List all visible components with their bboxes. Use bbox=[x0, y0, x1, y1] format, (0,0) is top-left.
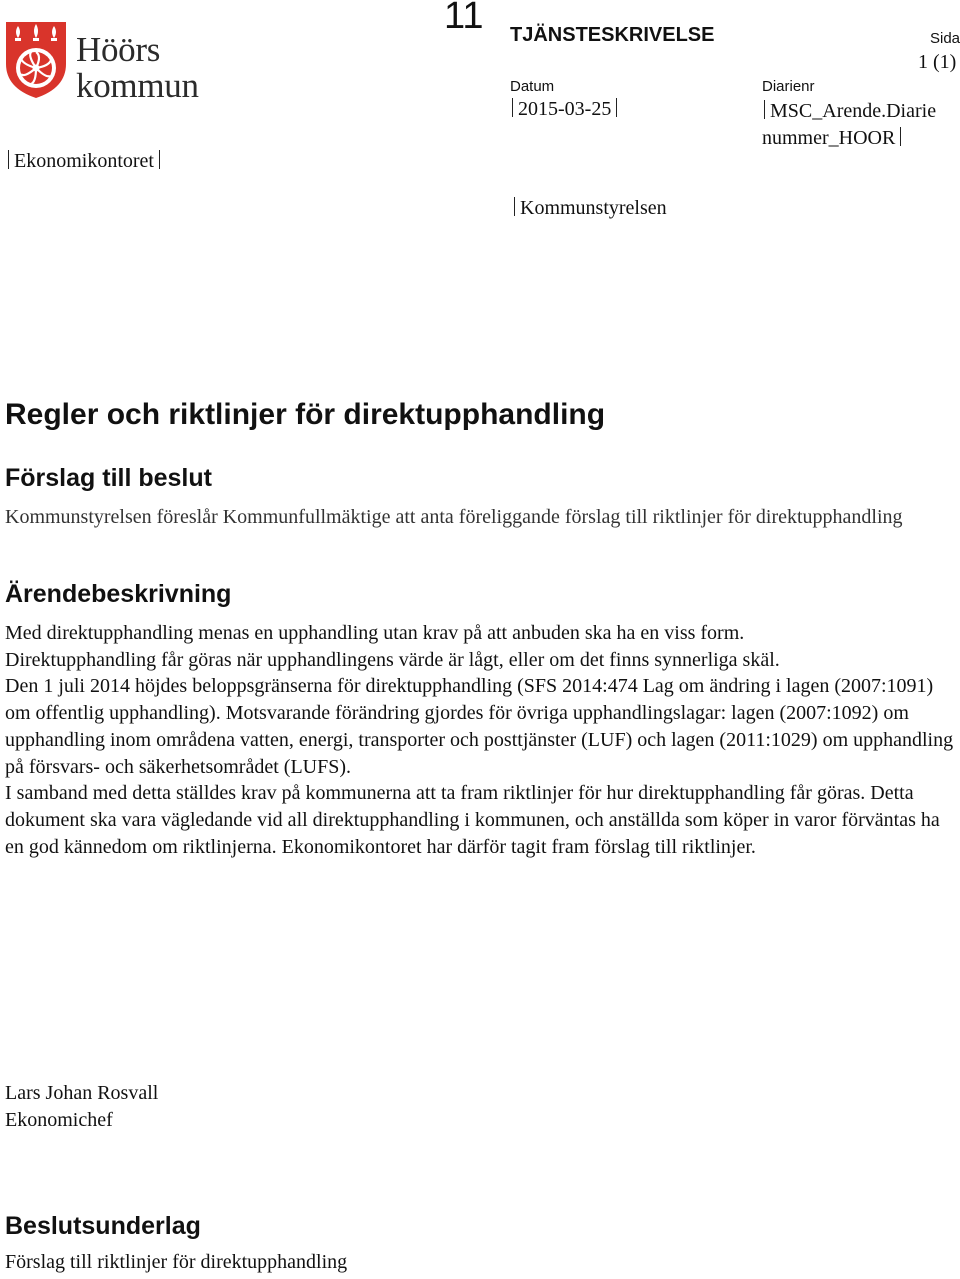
beslutsunderlag-item: Förslag till riktlinjer för direktupphandling bbox=[5, 1251, 348, 1273]
arende-text bbox=[5, 620, 957, 860]
diarienr-label: Diarienr bbox=[762, 78, 815, 95]
hoor-kommun-logo bbox=[4, 18, 234, 105]
sida-label: Sida bbox=[930, 30, 960, 47]
signer-title: Ekonomichef bbox=[5, 1109, 113, 1131]
department bbox=[6, 150, 162, 173]
arende-paragraph: Direktupphandling får göras när upphandlingens värde är lågt, eller om det finns synnerliga skäl. bbox=[5, 648, 780, 671]
document-title: Regler och riktlinjer för direktupphandling bbox=[5, 398, 606, 431]
diarienr-value bbox=[762, 98, 958, 152]
arende-paragraph: Den 1 juli 2014 höjdes beloppsgränserna för direktupphandling (SFS 2014:474 Lag om ändring i lagen (2007:1091) om offentlig upphandling). Motsvarande förändring gjordes för övriga upphandlingslagar: lagen (2007:1092) om upphandling inom områdena vatten, energi, transporter och posttjänster (LUF) och lagen (2011:1029) om upphandling på försvars- och säkerhetsområdet (LUFS). bbox=[5, 675, 954, 778]
datum-value bbox=[510, 98, 619, 121]
datum-field: 2015-03-25 bbox=[510, 98, 619, 120]
heading-arendebeskrivning: Ärendebeskrivning bbox=[5, 580, 232, 608]
logo-text-line1: Höörs bbox=[76, 30, 161, 69]
sida-value: 1 (1) bbox=[918, 51, 957, 73]
municipal-coat-of-arms-icon bbox=[4, 18, 68, 100]
arende-paragraph: I samband med detta ställdes krav på kommunerna att ta fram riktlinjer för hur direktupphandling får göras. Detta dokument ska vara vägledande vid all direktupphandling i kommunen, och anställda som köper in varor förväntas ha en god kännedom om riktlinjerna. Ekonomikontoret har därför tagit fram förslag till riktlinjer. bbox=[5, 782, 940, 858]
signer-name: Lars Johan Rosvall bbox=[5, 1082, 159, 1104]
forslag-text: Kommunstyrelsen föreslår Kommunfullmäktige att anta föreliggande förslag till riktlinjer för direktupphandling bbox=[5, 506, 903, 528]
recipient bbox=[512, 197, 667, 220]
arende-paragraph: Med direktupphandling menas en upphandling utan krav på att anbuden ska ha en viss form. bbox=[5, 622, 745, 644]
heading-beslutsunderlag: Beslutsunderlag bbox=[5, 1212, 201, 1240]
logo-text bbox=[76, 32, 199, 104]
page-number: 11 bbox=[444, 0, 484, 37]
department-field: Ekonomikontoret bbox=[6, 150, 162, 172]
datum-label: Datum bbox=[510, 78, 555, 95]
document-type: TJÄNSTESKRIVELSE bbox=[510, 24, 715, 46]
recipient-field: Kommunstyrelsen bbox=[512, 197, 667, 219]
diarienr-line2: nummer_HOOR bbox=[762, 125, 903, 152]
heading-forslag-till-beslut: Förslag till beslut bbox=[5, 464, 212, 492]
logo-text-line2: kommun bbox=[76, 66, 199, 105]
diarienr-line1: MSC_Arende.Diarie bbox=[762, 98, 958, 125]
